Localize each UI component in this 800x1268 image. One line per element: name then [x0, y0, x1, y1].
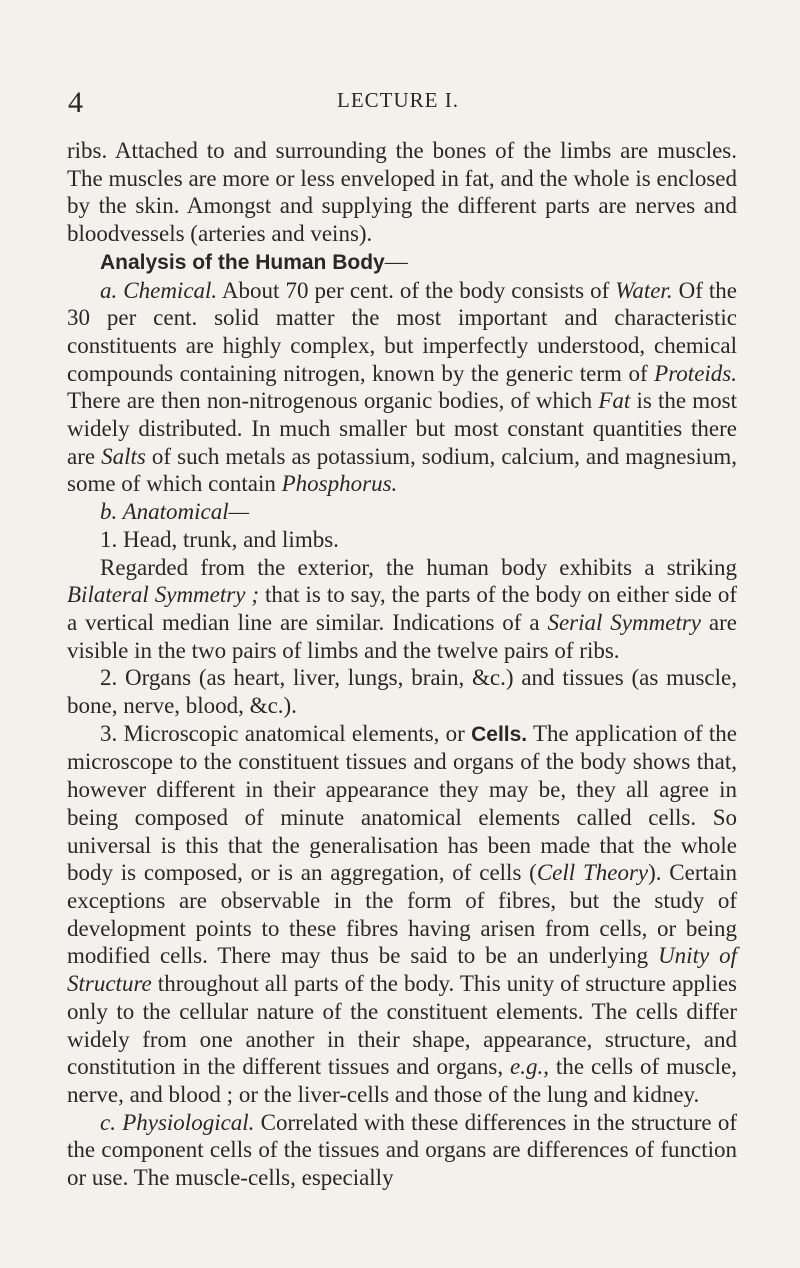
chemical-text-2: Of the 30 per cent. solid matter the most important and characteristic constituents are highly complex, but imperfectly understood, chemical compounds containing nitrogen, known by the generic term of — [67, 277, 737, 386]
paragraph-chemical — [67, 277, 737, 499]
page-number: 4 — [68, 86, 83, 119]
term-cells: Cells. — [471, 722, 528, 746]
chemical-text-3: There are then non-nitrogenous organic bodies, of which — [67, 388, 599, 414]
anatomical-label-text: b. Anatomical— — [100, 499, 250, 525]
term-eg: e.g. — [510, 1054, 544, 1080]
body-text — [67, 137, 737, 1192]
item3-text-1: 3. Microscopic anatomical elements, or — [100, 720, 472, 746]
physiological-text-1: Correlated with these differences in the structure of the component cells of the tissues and organs are differences of function or use. The muscle-cells, especially — [67, 1109, 737, 1191]
item3-text-4: throughout all parts of the body. This unity of structure applies only to the cellular nature of the constituent elements. The cells differ widely from one another in their shape, appearance, structure, and constitution in the different tissues and organs, — [67, 971, 737, 1080]
term-water: Water. — [615, 277, 673, 303]
chemical-text-1: About 70 per cent. of the body consists of — [217, 277, 616, 303]
paragraph-physiological — [67, 1109, 737, 1192]
paragraph-ribs: ribs. Attached to and surrounding the bones of the limbs are muscles. The muscles are more or less enveloped in fat, and the whole is enclosed by the skin. Amongst and supplying the different parts are nerves and bloodvessels (arteries and veins). — [67, 138, 737, 247]
item3-text-5: , the cells of muscle, nerve, and blood ; or the liver-cells and those of the lung and kidney. — [67, 1054, 737, 1107]
item3-text-2: The application of the microscope to the constituent tissues and organs of the body shows that, however different in their appearance they may be, they all agree in being composed of minute anatomical elements called cells. So universal is this that the generalisation has been made that the whole body is composed, or is an aggregation, of cells ( — [67, 720, 737, 886]
item3-text-3: ). Certain exceptions are observable in the form of fibres, but the study of development points to these fibres having arisen from cells, or being modified cells. There may thus be said to be an underlying — [67, 860, 738, 969]
symmetry-text-2: that is to say, the parts of the body on either side of a vertical median line are similar. Indications of a — [67, 582, 737, 635]
term-unity-of-structure: Unity of Structure — [67, 943, 737, 997]
term-serial-symmetry: Serial Symmetry — [547, 609, 701, 635]
symmetry-text-1: Regarded from the exterior, the human body exhibits a striking — [100, 554, 737, 580]
item-2: 2. Organs (as heart, liver, lungs, brain, &c.) and tissues (as muscle, bone, nerve, blood, &c.). — [67, 665, 737, 719]
item-3 — [67, 720, 737, 1109]
item-1: 1. Head, trunk, and limbs. — [100, 526, 339, 552]
heading-dash: — — [384, 248, 408, 274]
term-cell-theory: Cell Theory — [536, 860, 649, 886]
heading-analysis: Analysis of the Human Body — [100, 250, 385, 274]
term-bilateral-symmetry: Bilateral Symmetry ; — [67, 582, 260, 608]
term-salts: Salts — [101, 443, 146, 469]
section-heading — [67, 248, 737, 277]
label-chemical: a. Chemical. — [100, 277, 218, 303]
symmetry-text-3: are visible in the two pairs of limbs and the twelve pairs of ribs. — [67, 609, 737, 663]
chemical-text-4: is the most widely distributed. In much smaller but most constant quantities there are — [67, 388, 738, 469]
label-anatomical — [67, 498, 737, 526]
chemical-text-5: of such metals as potassium, sodium, calcium, and magnesium, some of which contain — [67, 443, 737, 497]
page-header — [0, 86, 800, 126]
label-physiological: c. Physiological. — [100, 1109, 255, 1135]
term-proteids: Proteids. — [654, 360, 737, 386]
paragraph-symmetry — [67, 554, 737, 665]
running-head: LECTURE I. — [337, 88, 459, 112]
term-fat: Fat — [598, 388, 631, 414]
term-phosphorus: Phosphorus. — [281, 471, 398, 497]
